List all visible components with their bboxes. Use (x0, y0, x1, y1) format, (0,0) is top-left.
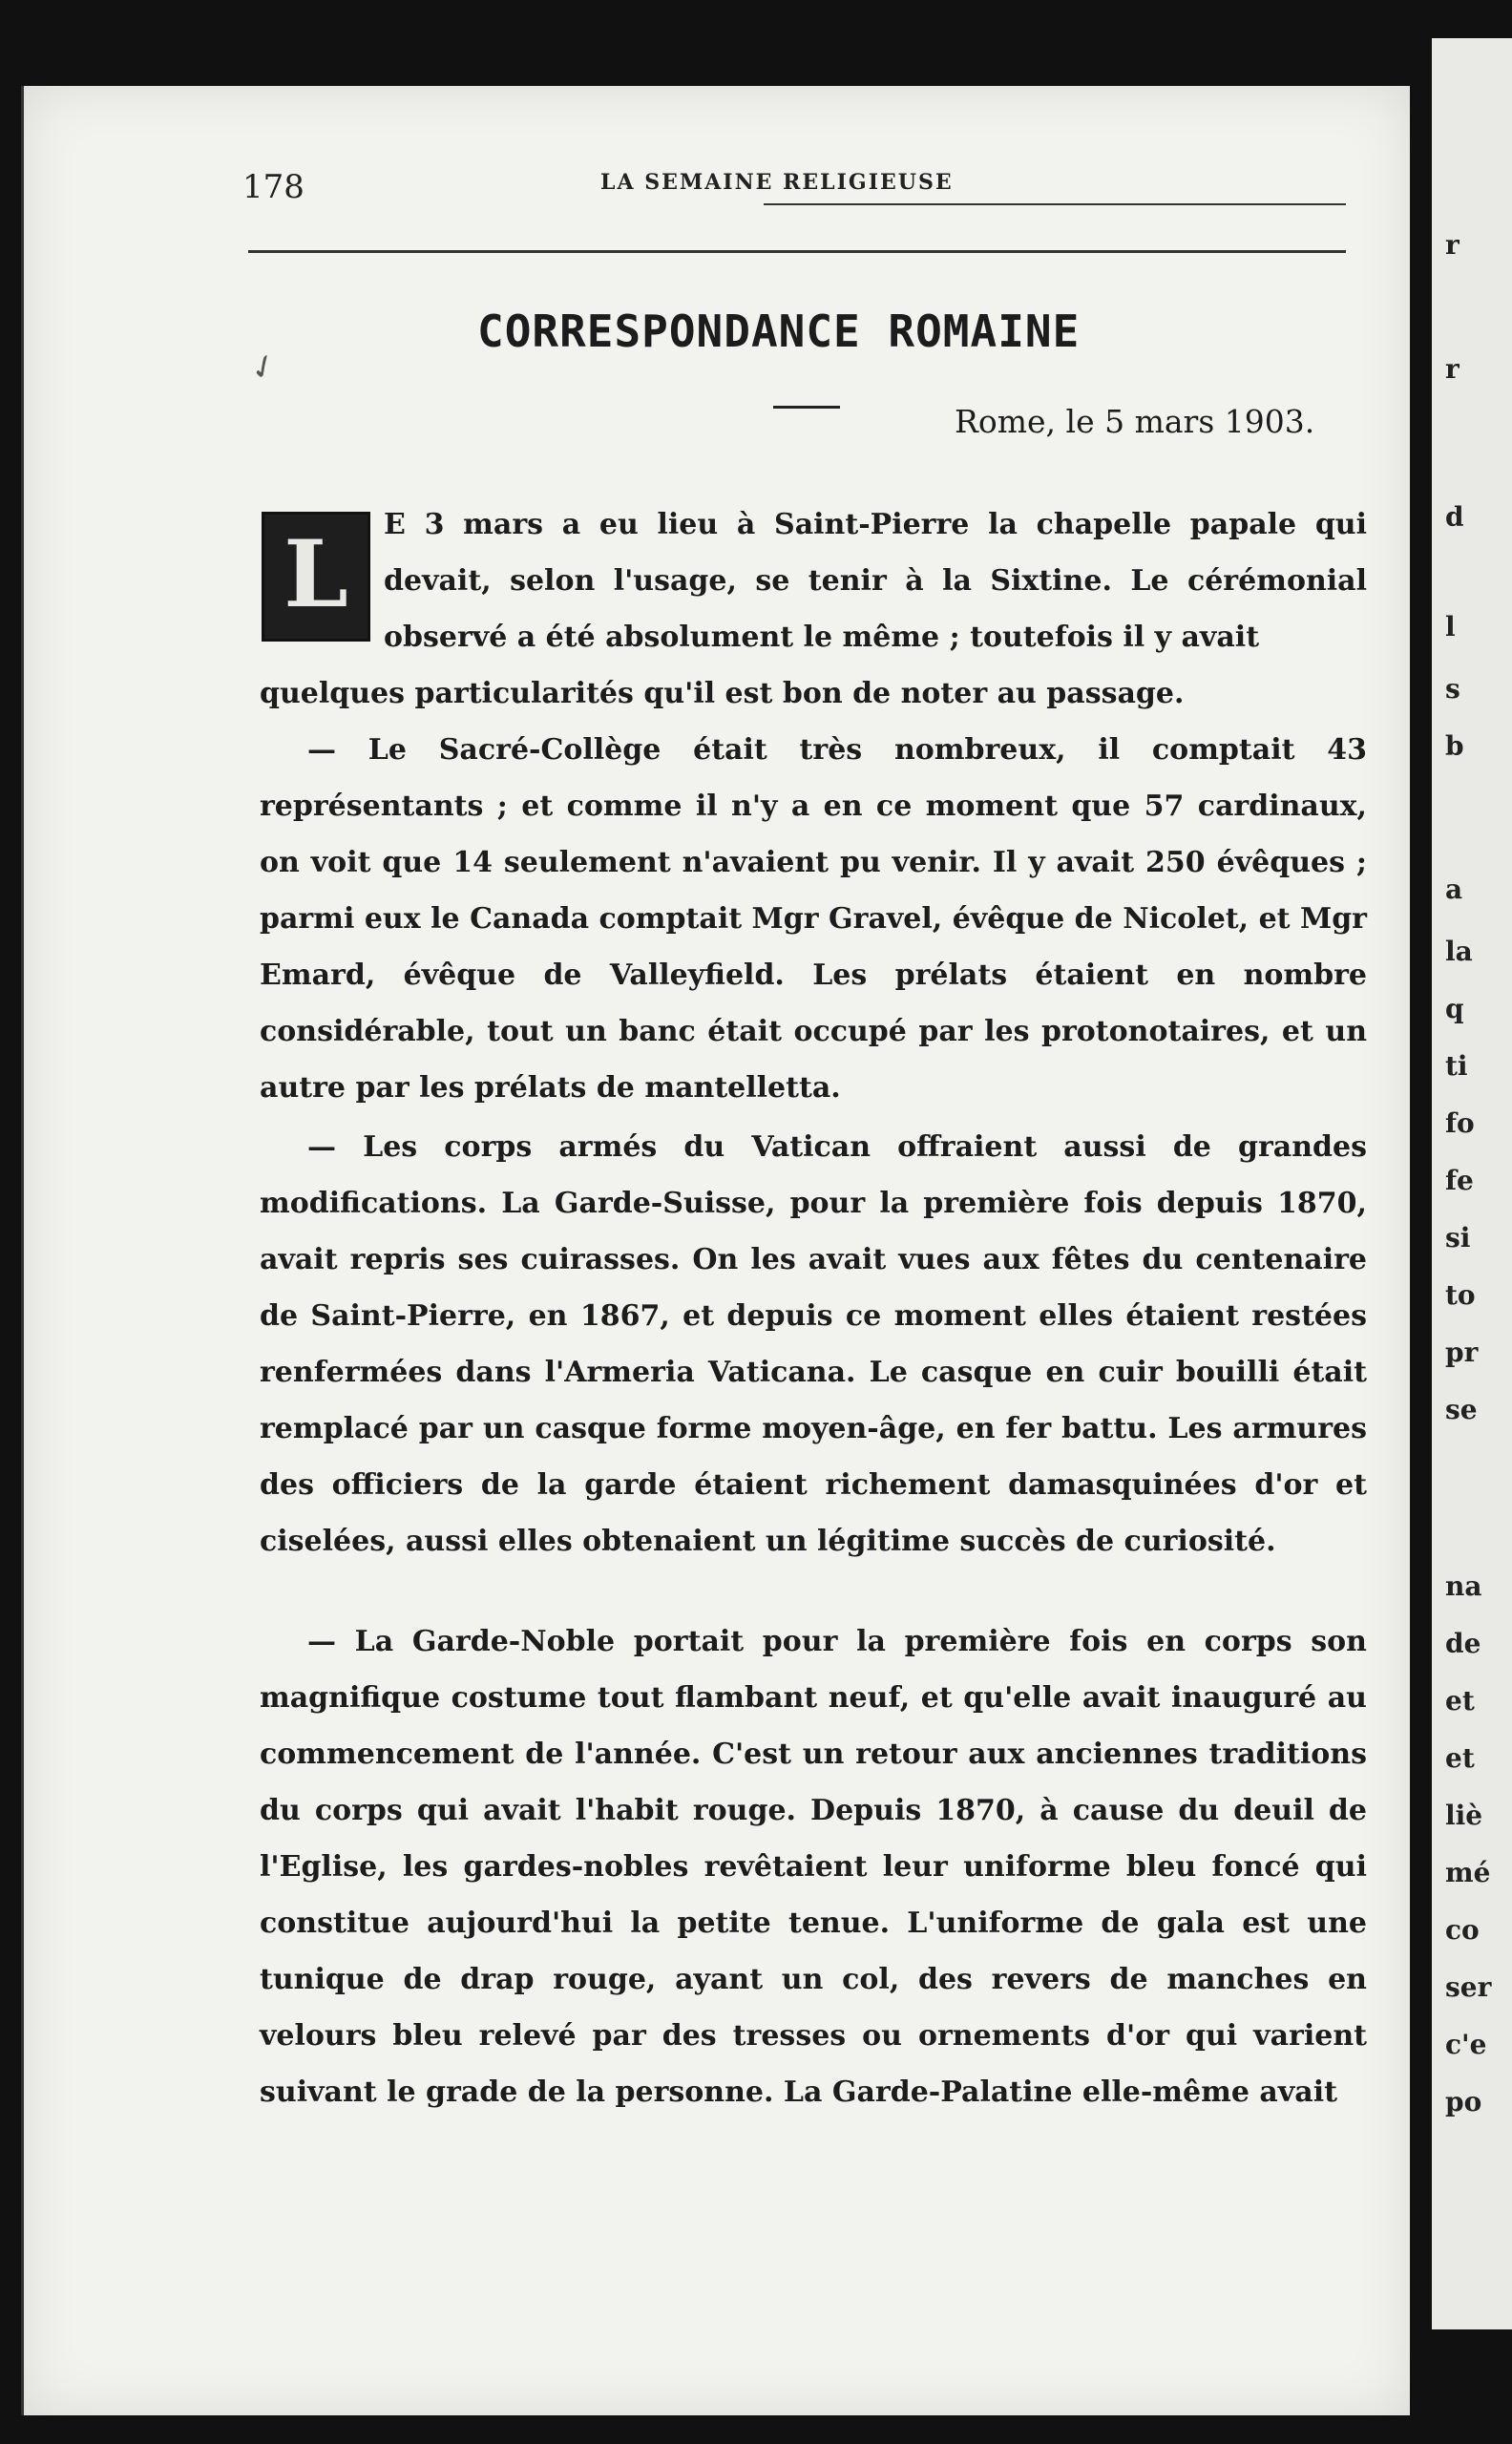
facing-fragment: la (1445, 936, 1473, 967)
facing-fragment: to (1445, 1279, 1476, 1311)
facing-fragment: et (1445, 1742, 1475, 1774)
dateline: Rome, le 5 mars 1903. (955, 403, 1315, 440)
facing-fragment: c'e (1445, 2029, 1487, 2060)
facing-fragment: se (1445, 1394, 1478, 1425)
dropcap-letter: L (284, 520, 348, 628)
running-head: LA SEMAINE RELIGIEUSE (600, 170, 954, 195)
facing-fragment: de (1445, 1628, 1481, 1659)
facing-fragment: q (1445, 993, 1464, 1024)
facing-fragment: ser (1445, 1971, 1492, 2003)
paragraph-opening: E 3 mars a eu lieu à Saint-Pierre la chapelle papale qui devait, selon l'usage, se tenir à la Sixtine. Le cérémonial observé a été absolument le même ; toutefois il y avait (384, 508, 1367, 654)
facing-fragment: d (1445, 501, 1464, 533)
article-title: CORRESPONDANCE ROMAINE (477, 306, 1081, 357)
facing-fragment: pr (1445, 1337, 1479, 1368)
facing-fragment: et (1445, 1685, 1475, 1717)
dropcap-ornament (262, 512, 370, 642)
title-rule (773, 406, 840, 409)
facing-fragment: s (1445, 673, 1460, 705)
margin-annotation: ✓ (242, 344, 284, 391)
facing-fragment: liè (1445, 1800, 1483, 1831)
facing-fragment: b (1445, 730, 1464, 762)
paragraph-sacre-college: — Le Sacré-Collège était très nombreux, il comptait 43 représentants ; et comme il n'y a en ce moment que 57 cardinaux, on voit que 14 seulement n'avaient pu venir. Il y avait 250 évêques ; parmi eux le Canada comptait Mgr Gravel, évêque de Nicolet, et Mgr Emard, évêque de Valleyfield. Les prélats étaient en nombre considérable, tout un banc était occupé par les protonotaires, et un autre par les prélats de mantelletta. (260, 733, 1367, 1105)
facing-fragment: co (1445, 1914, 1480, 1946)
facing-fragment: r (1445, 353, 1460, 385)
facing-fragment: r (1445, 229, 1460, 261)
paragraph-garde-noble: — La Garde-Noble portait pour la première fois en corps son magnifique costume tout flambant neuf, et qu'elle avait inauguré au commencement de l'année. C'est un retour aux anciennes traditions du corps qui avait l'habit rouge. Depuis 1870, à cause du deuil de l'Eglise, les gardes-nobles revêtaient leur uniforme bleu foncé qui constitue aujourd'hui la petite tenue. L'uniforme de gala est une tunique de drap rouge, ayant un col, des revers de manches en velours bleu relevé par des tresses ou ornements d'or qui varient suivant le grade de la personne. La Garde-Palatine elle-même avait (260, 1625, 1367, 2109)
facing-fragment: fe (1445, 1165, 1474, 1196)
page-number: 178 (242, 168, 304, 206)
paragraph-corps-armes: — Les corps armés du Vatican offraient aussi de grandes modifications. La Garde-Suisse, pour la première fois depuis 1870, avait repris ses cuirasses. On les avait vues aux fêtes du centenaire de Saint-Pierre, en 1867, et depuis ce moment elles étaient restées renfermées dans l'Armeria Vaticana. Le casque en cuir bouilli était remplacé par un casque forme moyen-âge, en fer battu. Les armures des officiers de la garde étaient richement damasquinées d'or et ciselées, aussi elles obtenaient un légitime succès de curiosité. (260, 1130, 1367, 1558)
facing-fragment: si (1445, 1222, 1471, 1254)
facing-fragment: ti (1445, 1050, 1468, 1082)
facing-page (1432, 38, 1512, 2329)
header-rule (764, 203, 1346, 205)
paragraph-opening-continued: quelques particularités qu'il est bon de noter au passage. (260, 677, 1185, 710)
facing-fragment: mé (1445, 1857, 1491, 1888)
facing-fragment: po (1445, 2086, 1482, 2117)
header-divider (248, 250, 1346, 253)
facing-fragment: l (1445, 611, 1456, 643)
facing-fragment: fo (1445, 1107, 1475, 1139)
facing-fragment: a (1445, 874, 1463, 905)
page-header (223, 160, 1350, 208)
facing-fragment: na (1445, 1570, 1482, 1602)
